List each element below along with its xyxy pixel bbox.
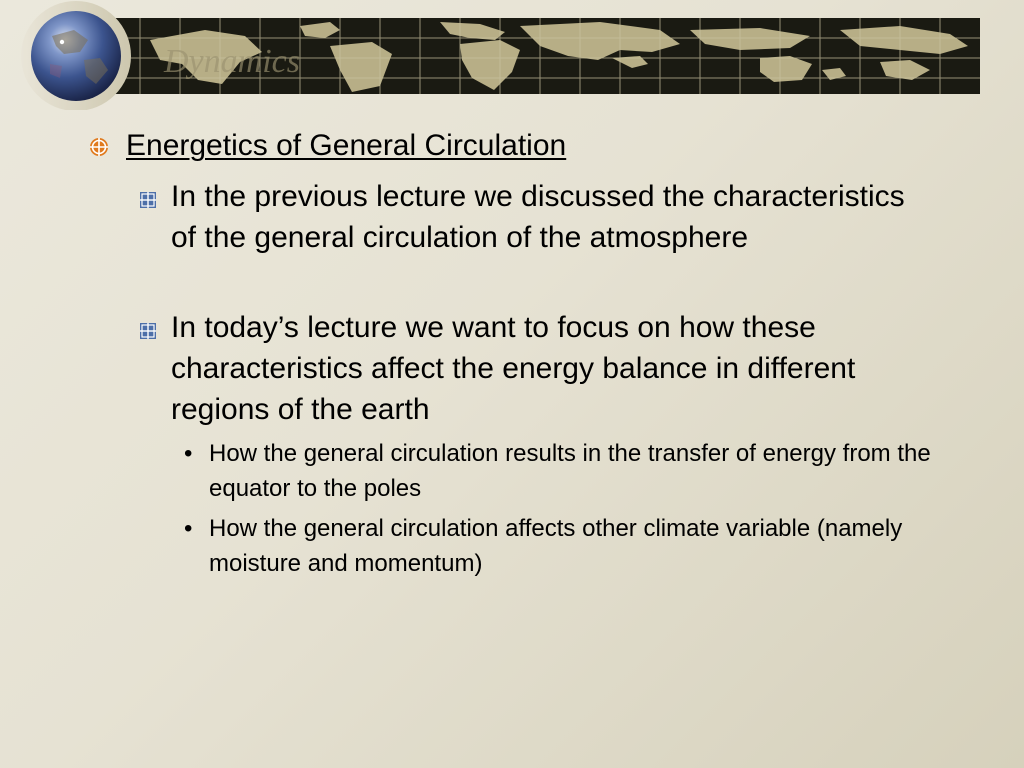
sub-list-item: How the general circulation results in the transfer of energy from the equator to the poles — [209, 440, 931, 502]
orange-target-bullet-icon — [88, 136, 110, 158]
section-heading: Energetics of General Circulation — [126, 129, 567, 162]
list-item: In today’s lecture we want to focus on how these characteristics affect the energy balance in different regions of the earth — [171, 311, 856, 426]
sub-list-item: How the general circulation affects other climate variable (namely moisture and momentum) — [209, 515, 903, 577]
sub-bullet-dot: • — [184, 440, 193, 467]
sub-bullet-dot: • — [184, 515, 193, 542]
blue-square-bullet-icon — [139, 191, 157, 209]
banner-title: Dynamics — [164, 43, 300, 80]
blue-square-bullet-icon — [139, 322, 157, 340]
list-item: In the previous lecture we discussed the characteristics of the general circulation of the atmosphere — [171, 180, 905, 254]
